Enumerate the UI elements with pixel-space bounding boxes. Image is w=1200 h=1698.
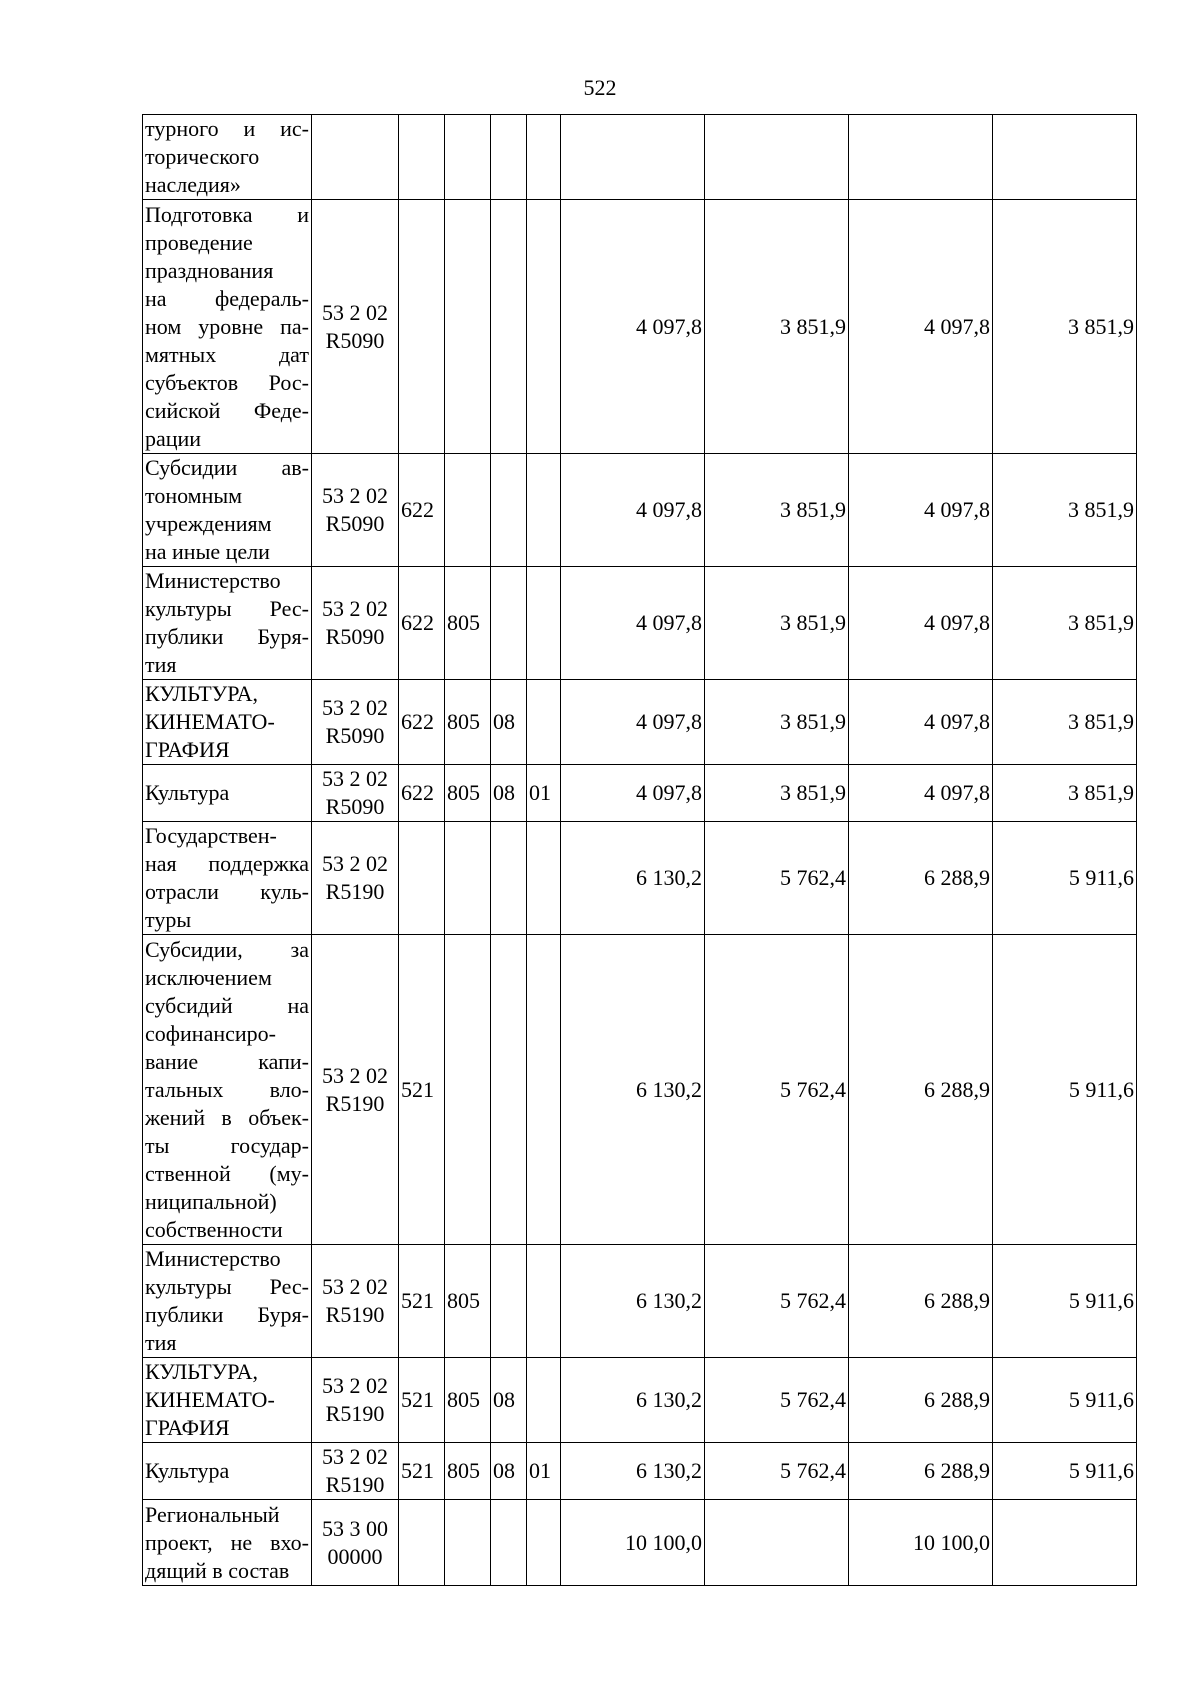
row-name-line: наследия»	[145, 172, 241, 197]
program-code-line: 53 2 02	[322, 1274, 388, 1299]
amount-col-3: 6 288,9	[849, 1245, 993, 1358]
subsection-code: 01	[527, 765, 561, 822]
subsection-code	[527, 680, 561, 765]
row-name-line: собственности	[145, 1216, 283, 1242]
amount-col-4: 3 851,9	[993, 200, 1137, 454]
amount-col-1: 4 097,8	[561, 765, 705, 822]
amount-col-2: 5 762,4	[705, 1358, 849, 1443]
department-code: 805	[445, 1245, 491, 1358]
program-code	[312, 454, 399, 567]
program-code-line: R5090	[325, 511, 385, 536]
section-code	[491, 935, 527, 1245]
row-name-line: субъектов Рос-	[145, 369, 309, 395]
row-name-line: учреждениям	[145, 511, 272, 536]
row-name	[143, 1443, 312, 1500]
department-code: 805	[445, 680, 491, 765]
row-name	[143, 567, 312, 680]
amount-col-1: 6 130,2	[561, 1358, 705, 1443]
row-name-line: проведение	[145, 229, 253, 255]
amount-col-3: 4 097,8	[849, 680, 993, 765]
amount-col-3: 4 097,8	[849, 200, 993, 454]
page-number: 522	[583, 75, 617, 100]
row-name	[143, 822, 312, 935]
program-code-line: 53 2 02	[322, 1373, 388, 1398]
amount-col-4: 3 851,9	[993, 680, 1137, 765]
subsection-code	[527, 200, 561, 454]
row-name-line: публики Буря-	[145, 624, 309, 649]
row-name-line: Министерство	[145, 568, 281, 593]
amount-col-1: 6 130,2	[561, 822, 705, 935]
subsection-code	[527, 822, 561, 935]
row-name-line: вание капи-	[145, 1048, 309, 1074]
row-name-line: субсидий на	[145, 992, 309, 1018]
row-name-line: Государствен-	[145, 823, 277, 848]
row-name-line: проект, не вхо-	[145, 1529, 309, 1555]
section-code: 08	[491, 765, 527, 822]
row-name-line: культуры Рес-	[145, 1274, 309, 1299]
row-name	[143, 765, 312, 822]
section-code	[491, 567, 527, 680]
row-name-line: празднования	[145, 257, 274, 283]
row-name	[143, 935, 312, 1245]
department-code: 805	[445, 1443, 491, 1500]
amount-col-3: 4 097,8	[849, 567, 993, 680]
row-name-line: ная поддержка	[145, 851, 309, 876]
amount-col-1: 6 130,2	[561, 1443, 705, 1500]
subsection-code	[527, 1358, 561, 1443]
program-code-line: R5190	[325, 1090, 385, 1116]
table-row	[143, 1245, 1137, 1358]
expense-type-code: 622	[399, 454, 445, 567]
amount-col-1: 10 100,0	[561, 1500, 705, 1586]
table-row	[143, 935, 1137, 1245]
amount-col-2: 5 762,4	[705, 822, 849, 935]
expense-type-code: 521	[399, 935, 445, 1245]
table-row	[143, 1443, 1137, 1500]
expense-type-code: 521	[399, 1358, 445, 1443]
amount-col-1: 6 130,2	[561, 935, 705, 1245]
section-code	[491, 454, 527, 567]
program-code	[312, 822, 399, 935]
amount-col-4: 5 911,6	[993, 1245, 1137, 1358]
amount-col-2: 3 851,9	[705, 567, 849, 680]
subsection-code	[527, 1245, 561, 1358]
row-name-line: сийской Феде-	[145, 397, 309, 423]
expense-type-code: 622	[399, 765, 445, 822]
expense-type-code	[399, 1500, 445, 1586]
row-name-line: мятных дат	[145, 341, 309, 367]
amount-col-3: 6 288,9	[849, 1358, 993, 1443]
row-name-line: Подготовка и	[145, 201, 309, 227]
table-row	[143, 200, 1137, 454]
amount-col-3: 10 100,0	[849, 1500, 993, 1586]
amount-col-4	[993, 1500, 1137, 1586]
amount-col-3: 4 097,8	[849, 454, 993, 567]
row-name-line: Культура	[145, 1458, 230, 1483]
row-name-line: КУЛЬТУРА,	[145, 681, 259, 706]
program-code	[312, 1443, 399, 1500]
amount-col-2: 3 851,9	[705, 454, 849, 567]
amount-col-2	[705, 115, 849, 200]
row-name-line: на федераль-	[145, 285, 309, 311]
expense-type-code: 622	[399, 680, 445, 765]
row-name-line: КИНЕМАТО-	[145, 1387, 275, 1412]
row-name-line: торического	[145, 144, 260, 169]
amount-col-1: 4 097,8	[561, 200, 705, 454]
row-name-line: культуры Рес-	[145, 596, 309, 621]
expense-type-code: 521	[399, 1443, 445, 1500]
program-code-line: 53 3 00	[322, 1515, 388, 1541]
table-row	[143, 454, 1137, 567]
row-name	[143, 1500, 312, 1586]
department-code	[445, 200, 491, 454]
amount-col-3: 6 288,9	[849, 935, 993, 1245]
row-name-line: КИНЕМАТО-	[145, 709, 275, 734]
table-row	[143, 567, 1137, 680]
section-code	[491, 1245, 527, 1358]
row-name-line: турного и ис-	[145, 116, 309, 141]
section-code	[491, 822, 527, 935]
program-code-line: 00000	[327, 1543, 383, 1569]
row-name-line: исключением	[145, 964, 272, 990]
program-code-line: 53 2 02	[322, 483, 388, 508]
amount-col-2: 3 851,9	[705, 765, 849, 822]
expense-type-code	[399, 822, 445, 935]
row-name-line: дящий в состав	[145, 1557, 290, 1583]
amount-col-3: 6 288,9	[849, 822, 993, 935]
amount-col-1: 6 130,2	[561, 1245, 705, 1358]
program-code	[312, 1245, 399, 1358]
row-name-line: на иные цели	[145, 539, 270, 564]
row-name	[143, 454, 312, 567]
department-code: 805	[445, 1358, 491, 1443]
amount-col-2: 5 762,4	[705, 1443, 849, 1500]
amount-col-4: 3 851,9	[993, 765, 1137, 822]
amount-col-2: 3 851,9	[705, 680, 849, 765]
table-body	[143, 115, 1137, 1586]
subsection-code	[527, 115, 561, 200]
section-code	[491, 1500, 527, 1586]
subsection-code: 01	[527, 1443, 561, 1500]
section-code	[491, 115, 527, 200]
row-name-line: ГРАФИЯ	[145, 737, 230, 762]
row-name-line: отрасли куль-	[145, 879, 309, 904]
row-name-line: публики Буря-	[145, 1302, 309, 1327]
program-code-line: R5090	[325, 327, 385, 353]
program-code-line: 53 2 02	[322, 1444, 388, 1469]
expense-type-code: 622	[399, 567, 445, 680]
row-name-line: жений в объек-	[145, 1104, 309, 1130]
program-code	[312, 115, 399, 200]
subsection-code	[527, 1500, 561, 1586]
program-code-line: R5090	[325, 624, 385, 649]
section-code	[491, 200, 527, 454]
row-name-line: рации	[145, 425, 202, 451]
program-code-line: R5190	[325, 1302, 385, 1327]
table-row	[143, 1358, 1137, 1443]
table-row	[143, 822, 1137, 935]
section-code: 08	[491, 1358, 527, 1443]
program-code-line: 53 2 02	[322, 1062, 388, 1088]
amount-col-4: 3 851,9	[993, 567, 1137, 680]
amount-col-3	[849, 115, 993, 200]
amount-col-4: 3 851,9	[993, 454, 1137, 567]
program-code-line: 53 2 02	[322, 596, 388, 621]
program-code-line: R5190	[325, 1472, 385, 1497]
row-name-line: ственной (му-	[145, 1160, 309, 1186]
department-code: 805	[445, 567, 491, 680]
row-name-line: туры	[145, 907, 192, 932]
expense-type-code: 521	[399, 1245, 445, 1358]
row-name-line: Министерство	[145, 1246, 281, 1271]
row-name	[143, 115, 312, 200]
section-code: 08	[491, 1443, 527, 1500]
row-name-line: тия	[145, 1330, 177, 1355]
program-code-line: R5190	[325, 1401, 385, 1426]
row-name	[143, 1245, 312, 1358]
program-code	[312, 680, 399, 765]
table-row	[143, 115, 1137, 200]
row-name-line: тальных вло-	[145, 1076, 309, 1102]
department-code	[445, 115, 491, 200]
row-name-line: софинансиро-	[145, 1020, 276, 1046]
row-name-line: ты государ-	[145, 1132, 309, 1158]
program-code	[312, 567, 399, 680]
program-code-line: R5090	[325, 794, 385, 819]
row-name-line: Субсидии ав-	[145, 455, 309, 480]
program-code	[312, 935, 399, 1245]
program-code-line: 53 2 02	[322, 299, 388, 325]
amount-col-1: 4 097,8	[561, 680, 705, 765]
row-name-line: Культура	[145, 780, 230, 805]
table-row	[143, 765, 1137, 822]
amount-col-4: 5 911,6	[993, 1443, 1137, 1500]
program-code-line: 53 2 02	[322, 851, 388, 876]
subsection-code	[527, 567, 561, 680]
row-name-line: Субсидии, за	[145, 936, 309, 962]
expense-type-code	[399, 200, 445, 454]
row-name-line: ниципальной)	[145, 1188, 277, 1214]
subsection-code	[527, 935, 561, 1245]
row-name	[143, 680, 312, 765]
row-name-line: КУЛЬТУРА,	[145, 1359, 259, 1384]
program-code	[312, 1500, 399, 1586]
amount-col-4: 5 911,6	[993, 1358, 1137, 1443]
amount-col-2	[705, 1500, 849, 1586]
row-name-line: тия	[145, 652, 177, 677]
program-code-line: 53 2 02	[322, 695, 388, 720]
amount-col-4	[993, 115, 1137, 200]
program-code-line: R5090	[325, 723, 385, 748]
amount-col-2: 5 762,4	[705, 1245, 849, 1358]
amount-col-1: 4 097,8	[561, 567, 705, 680]
row-name-line: ГРАФИЯ	[145, 1415, 230, 1440]
amount-col-2: 3 851,9	[705, 200, 849, 454]
department-code	[445, 935, 491, 1245]
amount-col-4: 5 911,6	[993, 822, 1137, 935]
table-row	[143, 1500, 1137, 1586]
department-code	[445, 1500, 491, 1586]
table-row	[143, 680, 1137, 765]
row-name-line: Региональный	[145, 1501, 280, 1527]
program-code-line: 53 2 02	[322, 766, 388, 791]
department-code	[445, 454, 491, 567]
program-code	[312, 765, 399, 822]
budget-table	[142, 114, 1137, 1586]
amount-col-1: 4 097,8	[561, 454, 705, 567]
row-name-line: тономным	[145, 483, 243, 508]
amount-col-1	[561, 115, 705, 200]
expense-type-code	[399, 115, 445, 200]
program-code	[312, 200, 399, 454]
program-code-line: R5190	[325, 879, 385, 904]
department-code	[445, 822, 491, 935]
amount-col-4: 5 911,6	[993, 935, 1137, 1245]
row-name	[143, 200, 312, 454]
row-name-line: ном уровне па-	[145, 313, 309, 339]
amount-col-2: 5 762,4	[705, 935, 849, 1245]
section-code: 08	[491, 680, 527, 765]
row-name	[143, 1358, 312, 1443]
department-code: 805	[445, 765, 491, 822]
subsection-code	[527, 454, 561, 567]
program-code	[312, 1358, 399, 1443]
amount-col-3: 6 288,9	[849, 1443, 993, 1500]
amount-col-3: 4 097,8	[849, 765, 993, 822]
